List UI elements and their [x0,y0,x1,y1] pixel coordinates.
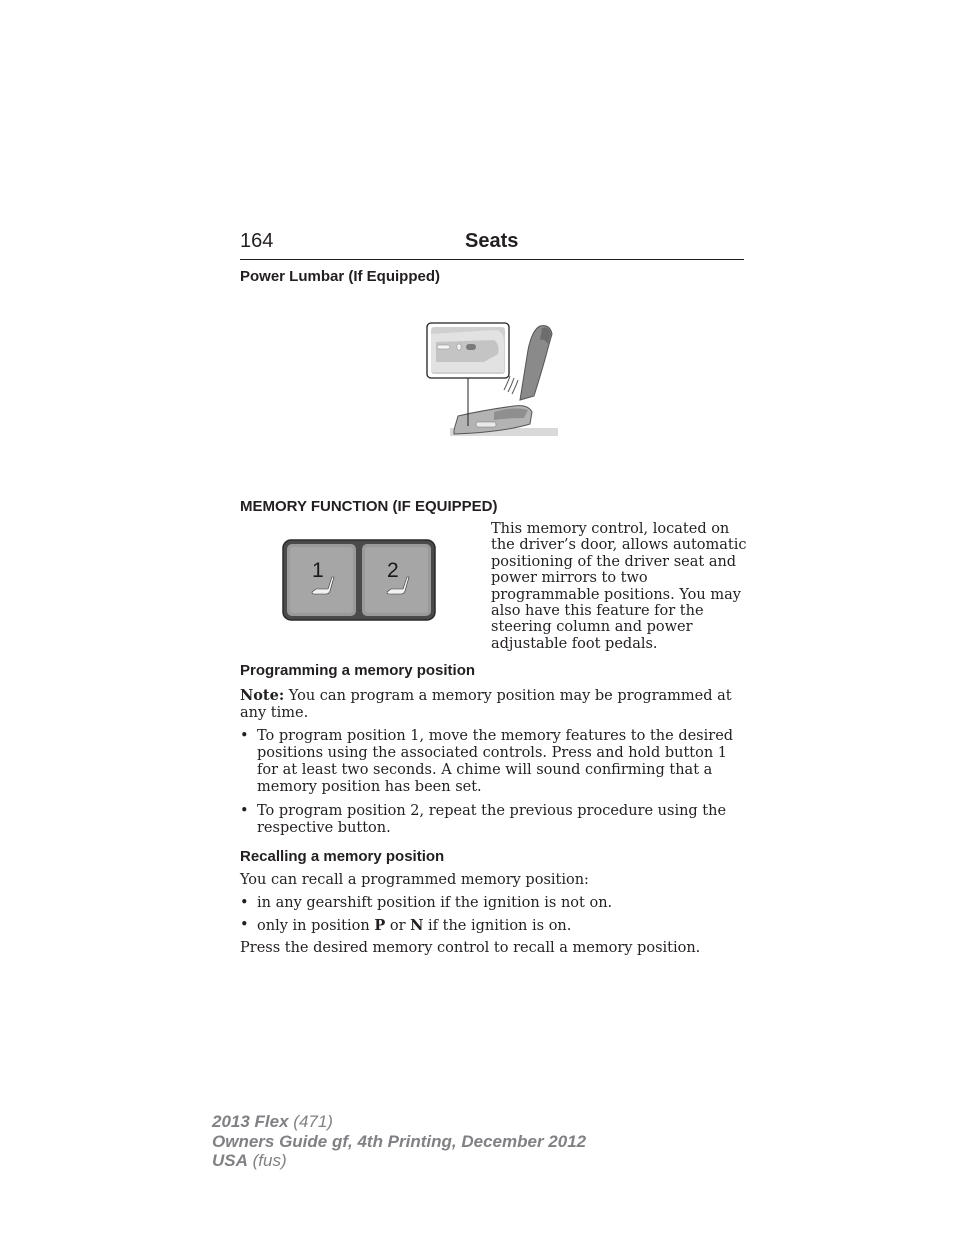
recalling-bullet-2 [257,917,744,935]
footer-model-code: (471) [288,1112,333,1131]
power-lumbar-heading: Power Lumbar (If Equipped) [240,268,441,285]
header-rule [240,259,744,260]
list-item [240,895,744,912]
memory-function-description: This memory control, located on the driver’s door, allows automatic positioning of the driver seat and power mirrors to two programmable positions. You may also have this feature for the steering column and power adjustable foot pedals. [491,521,747,652]
memory-buttons-illustration [282,539,436,621]
page-number: 164 [240,230,274,252]
bullet-dot: • [240,895,249,911]
gear-p: P [374,917,386,934]
recalling-heading: Recalling a memory position [240,848,445,865]
memory-function-heading: MEMORY FUNCTION (IF EQUIPPED) [240,498,498,515]
footer-line-1 [212,1112,586,1132]
memory-button-2: 2 [387,559,399,582]
gear-n: N [410,917,424,934]
footer-line-3 [212,1151,586,1171]
recalling-intro: You can recall a programmed memory position: [240,872,589,888]
programming-note [240,687,744,722]
chapter-title: Seats [465,230,519,252]
programming-heading: Programming a memory position [240,662,476,679]
memory-button-1: 1 [312,559,324,582]
note-label: Note: [240,687,285,704]
bullet2-or: or [385,918,411,934]
bullet2-after: if the ignition is on. [423,918,572,934]
programming-bullet-1: To program position 1, move the memory features to the desired positions using the associated controls. Press and hold button 1 for at least two seconds. A chime will sound confirming that a memory position has been set. [257,728,734,795]
bullet-dot: • [240,728,249,744]
footer-line-2: Owners Guide gf, 4th Printing, December 2012 [212,1131,587,1151]
recalling-bullet-1: in any gearshift position if the ignition is not on. [257,895,613,911]
recalling-closing: Press the desired memory control to recall a memory position. [240,940,701,956]
programming-bullet-2: To program position 2, repeat the previous procedure using the respective button. [257,803,727,836]
power-lumbar-illustration [424,320,560,444]
footer-market-code: (fus) [247,1151,287,1170]
bullet-dot: • [240,917,249,933]
list-item [240,728,744,796]
footer [212,1112,586,1171]
footer-market: USA [212,1151,248,1170]
list-item [240,917,744,935]
note-text: You can program a memory position may be programmed at any time. [240,688,732,721]
list-item [240,803,744,837]
footer-model: 2013 Flex [212,1112,289,1131]
bullet-dot: • [240,803,249,819]
bullet2-before: only in position [257,918,375,934]
